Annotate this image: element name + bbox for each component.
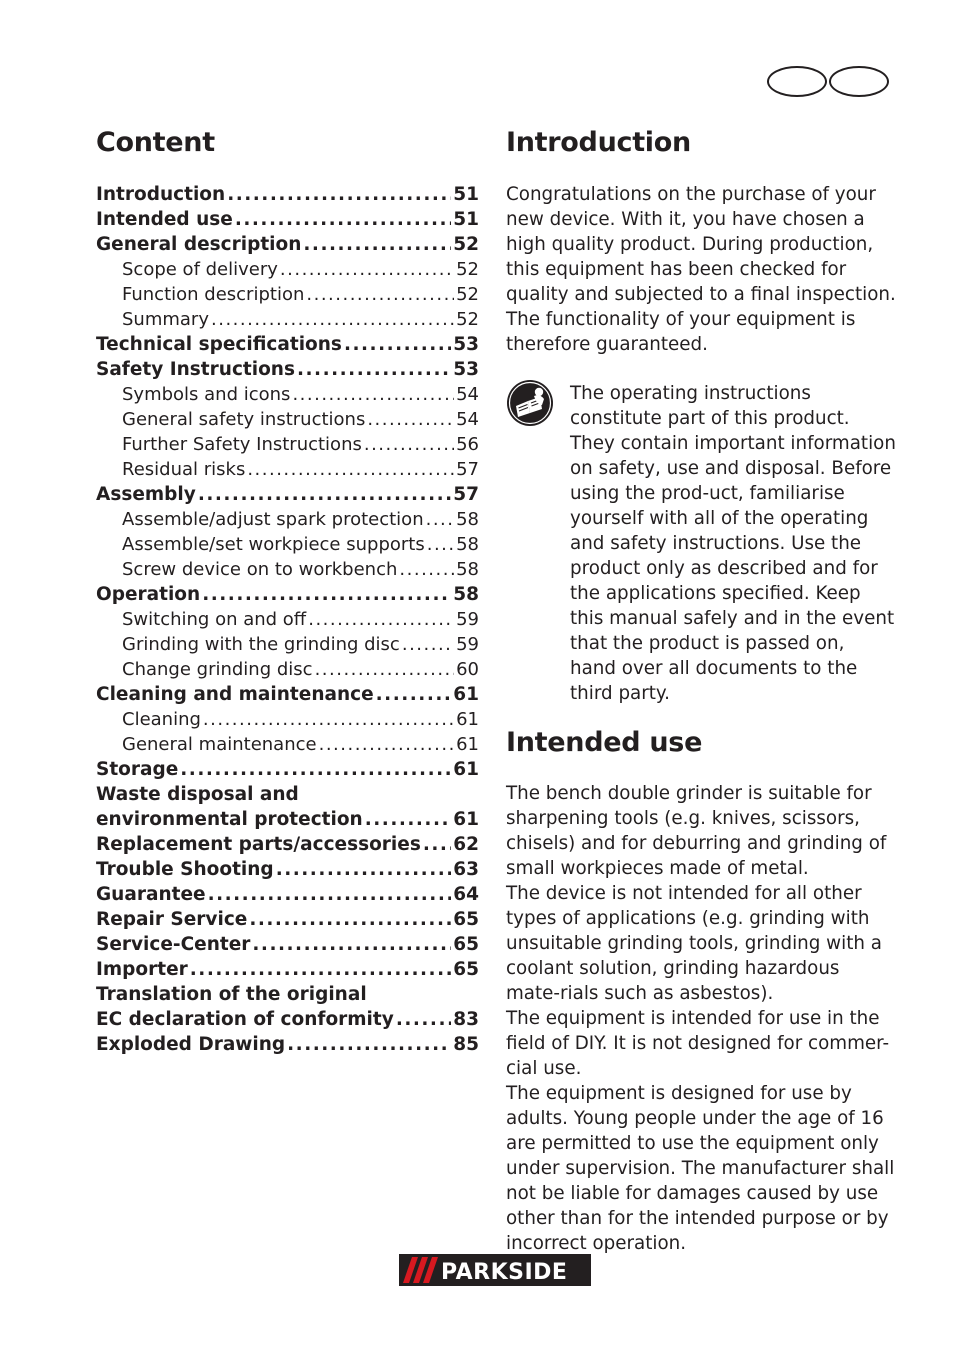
toc-entry-page: 57 [453, 484, 479, 505]
toc-entry[interactable] [96, 232, 479, 257]
toc-entry-label: General safety instructions [122, 409, 366, 430]
toc-leader-dots [427, 532, 454, 557]
toc-entry-page: 58 [456, 534, 479, 555]
toc-entry[interactable] [96, 682, 479, 707]
toc-entry[interactable] [96, 432, 479, 457]
toc-leader-dots [203, 707, 454, 732]
toc-entry-page: 52 [453, 234, 479, 255]
toc-entry[interactable] [96, 332, 479, 357]
toc-entry[interactable] [96, 957, 479, 982]
toc-leader-dots [303, 232, 451, 257]
toc-leader-dots [292, 382, 454, 407]
toc-leader-dots [365, 807, 452, 832]
toc-leader-dots [426, 507, 454, 532]
toc-entry-label: environmental protection [96, 809, 363, 830]
toc-leader-dots [402, 632, 454, 657]
toc-entry[interactable] [96, 857, 479, 882]
toc-entry-label: EC declaration of conformity [96, 1009, 394, 1030]
toc-entry-label: Scope of delivery [122, 259, 278, 280]
toc-leader-dots [211, 307, 454, 332]
toc-entry[interactable] [96, 182, 479, 207]
introduction-section [506, 126, 896, 706]
toc-entry-page: 61 [456, 709, 479, 730]
toc-entry-label: Change grinding disc [122, 659, 313, 680]
toc-entry[interactable] [96, 207, 479, 232]
toc-entry-page: 58 [456, 559, 479, 580]
toc-leader-dots [364, 432, 454, 457]
toc-entry-label: Cleaning and maintenance [96, 684, 374, 705]
toc-entry[interactable] [96, 932, 479, 957]
toc-entry-page: 59 [456, 609, 479, 630]
toc-entry-label: Exploded Drawing [96, 1034, 286, 1055]
toc-entry-label: Translation of the original [96, 984, 367, 1005]
toc-entry[interactable] [96, 532, 479, 557]
toc-entry-label: Symbols and icons [122, 384, 291, 405]
toc-entry[interactable] [96, 582, 479, 607]
toc-entry-label: Switching on and off [122, 609, 307, 630]
toc-entry[interactable] [96, 382, 479, 407]
toc-entry-page: 51 [453, 209, 479, 230]
toc-entry[interactable] [96, 1007, 479, 1032]
toc-entry-page: 52 [456, 284, 479, 305]
toc-entry-label: Safety Instructions [96, 359, 295, 380]
introduction-paragraph: Congratulations on the purchase of your new device. With it, you have chosen a high quality product. During production, this equipment has been checked for quality and subjected to a final inspection. The functionality of your equipment is therefore guaranteed. [506, 184, 896, 355]
toc-entry-page: 65 [453, 909, 479, 930]
toc-leader-dots [190, 957, 451, 982]
toc-leader-dots [319, 732, 455, 757]
toc-entry-page: 54 [456, 384, 479, 405]
table-of-contents [96, 126, 479, 1057]
parkside-logo [399, 1254, 591, 1286]
toc-leader-dots [344, 332, 451, 357]
read-manual-icon [506, 379, 554, 427]
toc-entry-label: Service-Center [96, 934, 251, 955]
toc-entry[interactable] [96, 732, 479, 757]
toc-entry-label: Guarantee [96, 884, 206, 905]
language-indicator [767, 66, 891, 99]
intended-use-body [506, 781, 896, 1256]
toc-leader-dots [308, 607, 454, 632]
toc-entry-page: 56 [456, 434, 479, 455]
toc-entry-label: Residual risks [122, 459, 246, 480]
toc-entry-page: 57 [456, 459, 479, 480]
toc-entry-label: Further Safety Instructions [122, 434, 362, 455]
toc-entry-label: Function description [122, 284, 305, 305]
toc-entry[interactable] [96, 357, 479, 382]
toc-entry-label: Technical specifications [96, 334, 342, 355]
toc-leader-dots [396, 1007, 451, 1032]
language-oval-right [829, 66, 889, 97]
toc-entry-label: Screw device on to workbench [122, 559, 398, 580]
toc-entry-label: Assemble/adjust spark protection [122, 509, 424, 530]
toc-entry-label: Replacement parts/accessories [96, 834, 421, 855]
intended-use-section [506, 726, 896, 1256]
toc-leader-dots [280, 257, 454, 282]
language-oval-left [767, 66, 827, 97]
toc-entry-label: Trouble Shooting [96, 859, 274, 880]
intended-use-paragraph: The equipment is designed for use by adults. Young people under the age of 16 are permitted to use the equipment only under supervision. The manufacturer shall not be liable for damages caused by use other than for the intended purpose or by incorrect operation. [506, 1083, 895, 1254]
toc-entry-label: Repair Service [96, 909, 248, 930]
toc-entry-page: 61 [453, 759, 479, 780]
toc-entry-label: General maintenance [122, 734, 317, 755]
toc-entry-page: 61 [453, 809, 479, 830]
toc-entry-page: 58 [453, 584, 479, 605]
toc-entry[interactable] [96, 407, 479, 432]
toc-entry-page: 83 [453, 1009, 479, 1030]
toc-entry-page: 65 [453, 959, 479, 980]
toc-entry-page: 62 [453, 834, 479, 855]
introduction-heading: Introduction [506, 127, 691, 158]
toc-entry-page: 61 [456, 734, 479, 755]
toc-title: Content [96, 127, 215, 158]
toc-entry-label: Assemble/set workpiece supports [122, 534, 425, 555]
toc-leader-dots [376, 682, 452, 707]
toc-entry-page: 85 [453, 1034, 479, 1055]
toc-entry[interactable] [96, 1032, 479, 1057]
toc-entry-page: 61 [453, 684, 479, 705]
toc-entry[interactable] [96, 832, 479, 857]
toc-leader-dots [198, 482, 451, 507]
toc-entry-page: 52 [456, 309, 479, 330]
toc-entry-label: Intended use [96, 209, 233, 230]
toc-entry[interactable] [96, 882, 479, 907]
intended-use-paragraph: The bench double grinder is suitable for sharpening tools (e.g. knives, scissors, chisels) and for deburring and grinding of small workpieces made of metal. [506, 783, 887, 879]
toc-leader-dots [252, 932, 451, 957]
toc-entry[interactable] [96, 457, 479, 482]
logo-wordmark: PARKSIDE [441, 1260, 568, 1285]
toc-entry[interactable] [96, 482, 479, 507]
toc-leader-dots [276, 857, 452, 882]
intended-use-paragraph: The device is not intended for all other types of applications (e.g. grinding with unsuitable grinding tools, grinding with a coolant solution, grinding hazardous mate-rials such as asbestos). [506, 883, 882, 1004]
toc-entry-page: 53 [453, 359, 479, 380]
toc-leader-dots [315, 657, 455, 682]
toc-entry[interactable] [96, 707, 479, 732]
manual-hint [506, 381, 896, 706]
toc-leader-dots [247, 457, 454, 482]
toc-leader-dots [202, 582, 451, 607]
toc-entry-label: Waste disposal and [96, 784, 299, 805]
right-column [506, 126, 896, 1256]
toc-entry-label: Introduction [96, 184, 226, 205]
toc-entry-page: 51 [453, 184, 479, 205]
toc-entry[interactable] [96, 757, 479, 782]
toc-leader-dots [208, 882, 452, 907]
toc-leader-dots [235, 207, 451, 232]
toc-leader-dots [306, 282, 454, 307]
toc-entry-page: 59 [456, 634, 479, 655]
toc-entry-label: Assembly [96, 484, 196, 505]
toc-leader-dots [367, 407, 454, 432]
toc-entry-page: 64 [453, 884, 479, 905]
toc-entry[interactable] [96, 307, 479, 332]
toc-entry[interactable] [96, 607, 479, 632]
toc-entry-label: General description [96, 234, 302, 255]
toc-entry[interactable] [96, 507, 479, 532]
toc-entry[interactable] [96, 282, 479, 307]
toc-entry[interactable] [96, 807, 479, 832]
toc-entry[interactable] [96, 657, 479, 682]
toc-entry[interactable] [96, 557, 479, 582]
intended-use-heading: Intended use [506, 727, 703, 758]
toc-leader-dots [227, 182, 451, 207]
toc-entry[interactable] [96, 782, 479, 807]
toc-entry-label: Importer [96, 959, 188, 980]
toc-entry-page: 65 [453, 934, 479, 955]
toc-entry-label: Cleaning [122, 709, 201, 730]
toc-entry-label: Operation [96, 584, 201, 605]
intended-use-paragraph: The equipment is intended for use in the field of DIY. It is not designed for commer-cial use. [506, 1008, 890, 1079]
toc-list [96, 182, 479, 1057]
toc-entry-label: Storage [96, 759, 179, 780]
toc-entry-page: 60 [456, 659, 479, 680]
toc-entry[interactable] [96, 632, 479, 657]
toc-entry-label: Summary [122, 309, 209, 330]
toc-leader-dots [399, 557, 454, 582]
toc-entry-page: 54 [456, 409, 479, 430]
toc-entry[interactable] [96, 907, 479, 932]
toc-leader-dots [287, 1032, 451, 1057]
toc-leader-dots [249, 907, 451, 932]
toc-entry[interactable] [96, 982, 479, 1007]
toc-leader-dots [423, 832, 451, 857]
toc-leader-dots [180, 757, 451, 782]
toc-entry-page: 53 [453, 334, 479, 355]
toc-entry-page: 58 [456, 509, 479, 530]
toc-entry-page: 52 [456, 259, 479, 280]
toc-entry-page: 63 [453, 859, 479, 880]
toc-leader-dots [297, 357, 451, 382]
manual-hint-text: The operating instructions constitute part of this product. They contain important information on safety, use and disposal. Before using the prod-uct, familiarise yourself with all of the operating and safety instructions. Use the product only as described and for the applications specified. Keep this manual safely and in the event that the product is passed on, hand over all documents to the third party. [570, 383, 896, 704]
toc-entry[interactable] [96, 257, 479, 282]
toc-entry-label: Grinding with the grinding disc [122, 634, 400, 655]
